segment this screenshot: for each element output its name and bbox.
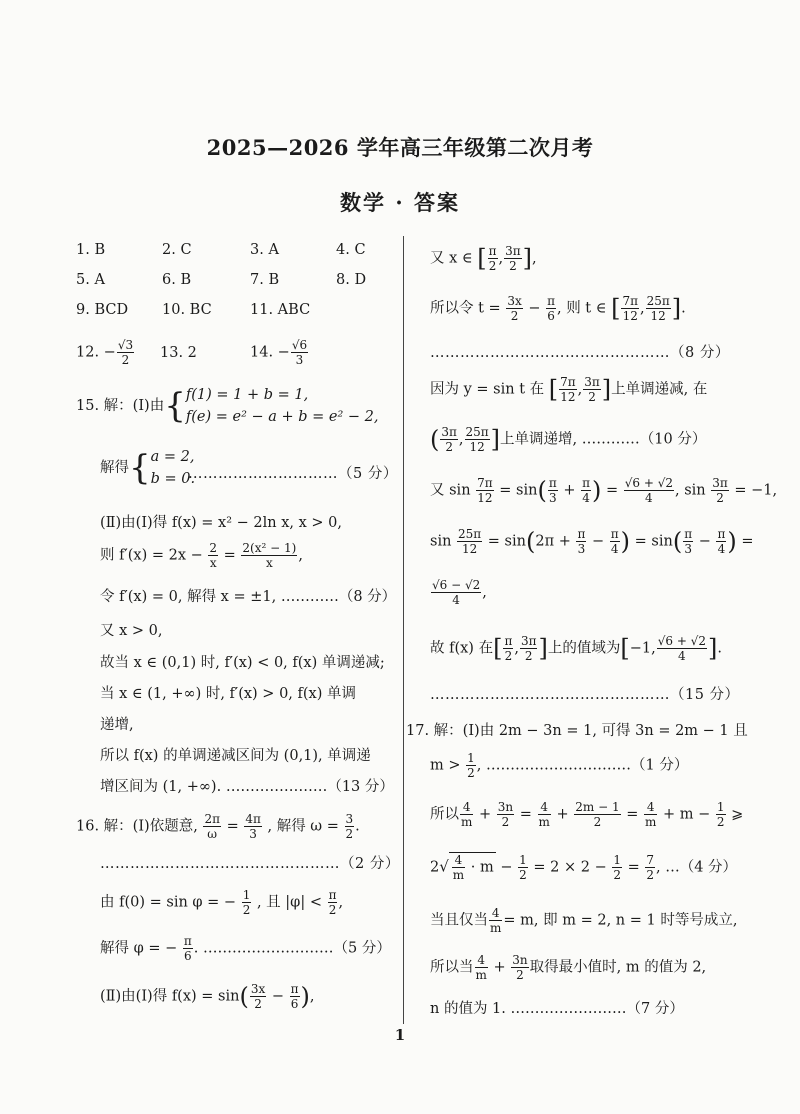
q17-equality: 当且仅当 $\frac{4}{m}$ = m, 即 m = 2, n = 1 时等号成立, <box>430 906 738 935</box>
r-domain: 又 x ∈ [ $\frac{\pi}{2}$ , $\frac{3\pi}{2}$ ], <box>430 244 537 273</box>
q15-solution <box>100 446 195 490</box>
q15-label: 15. 解：(Ⅰ)由 <box>76 398 165 414</box>
q15-derivative: 则 f′(x) = 2x − $\frac{2}{x}$ = $\frac{\text{2(x² − 1)}}{x}$ , <box>100 541 303 570</box>
q16-f0: 由 f(0) = sin φ = − $\frac{1}{2}$ , 且 |φ| < $\frac{\pi}{2}$ , <box>100 888 344 917</box>
q17-minimum: 所以当 $\frac{4}{m}$ + $\frac{3n}{2}$ 取得最小值时, m 的值为 2, <box>430 953 707 982</box>
r-score-8: …………………………………………（8 分） <box>430 345 730 361</box>
answer-9: 9. BCD <box>76 302 129 318</box>
q15-eq2: f(e) = e² − a + b = e² − 2, <box>185 409 379 425</box>
q17-m-condition: m > $\frac{1}{2}$ , …………………………（1 分） <box>430 751 689 780</box>
q17-amgm: 2√ $\frac{4}{m}$ · m − $\frac{1}{2}$ = 2 × 2 − $\frac{1}{2}$ = $\frac{7}{2}$ , …（4 分） <box>430 853 738 882</box>
answer-6: 6. B <box>162 272 192 288</box>
q15-a: a = 2, <box>150 449 195 465</box>
q17-expression: 所以 $\frac{4}{m}$ + $\frac{3n}{2}$ = $\frac{4}{m}$ + $\frac{2m - 1}{2}$ = $\frac{4}{m}$ + m − $\frac{1}{2}$ ⩾ <box>430 800 744 829</box>
q16-part2: (Ⅱ)由(Ⅰ)得 f(x) = sin( $\frac{3x}{2}$ − $\frac{\pi}{6}$ ), <box>100 982 315 1011</box>
page-subtitle: 数学 · 答案 <box>340 190 460 215</box>
r-monotone-1: 因为 y = sin t 在 [ $\frac{7\pi}{12}$ , $\frac{3\pi}{2}$ ]上单调递减, 在 <box>430 375 708 404</box>
brace-icon: { <box>129 448 151 488</box>
q15-conclusion-2: 增区间为 (1, +∞). …………………（13 分） <box>100 779 394 795</box>
q15-b: b = 0. <box>150 471 196 487</box>
q15-system <box>76 384 379 428</box>
r-monotone-2: ( $\frac{3\pi}{2}$ , $\frac{25\pi}{12}$ ]上单调递增, …………（10 分） <box>430 425 707 454</box>
q15-score-5: …………………………（5 分） <box>188 466 398 482</box>
answer-13: 13. 2 <box>160 345 197 361</box>
answer-3: 3. A <box>250 242 279 258</box>
r-sin-result: $\frac{√6 - √2}{4}$ , <box>432 578 487 607</box>
answer-12 <box>76 338 135 367</box>
answer-11: 11. ABC <box>250 302 311 318</box>
column-divider <box>403 236 404 1024</box>
answer-14 <box>250 338 309 367</box>
r-sin-values: 又 sin $\frac{7\pi}{12}$ = sin( $\frac{\pi}{3}$ + $\frac{\pi}{4}$ ) = $\frac{√6 + √2}{4}$ , sin $\frac{3\pi}{2}$ = −1, <box>430 476 778 505</box>
q16-score-2: …………………………………………（2 分） <box>100 856 400 872</box>
q15-solve-label: 解得 <box>100 460 129 476</box>
r-range: 故 f(x) 在[ $\frac{\pi}{2}$ , $\frac{3\pi}{2}$ ]上的值域为[−1, $\frac{√6 + √2}{4}$ ]. <box>430 634 722 663</box>
q15-xpos: 又 x > 0, <box>100 623 163 639</box>
q15-increase: 当 x ∈ (1, +∞) 时, f′(x) > 0, f(x) 单调 <box>100 686 356 702</box>
answer-8: 8. D <box>336 272 367 288</box>
sqrt-icon: √ <box>439 857 449 876</box>
answer-4: 4. C <box>336 242 366 258</box>
r-score-15: …………………………………………（15 分） <box>430 687 740 703</box>
q15-part2: (Ⅱ)由(Ⅰ)得 f(x) = x² − 2ln x, x > 0, <box>100 515 342 531</box>
answer-12-label: 12. − <box>76 344 116 361</box>
q15-conclusion: 所以 f(x) 的单调递减区间为 (0,1), 单调递 <box>100 748 371 764</box>
answer-14-label: 14. − <box>250 344 290 361</box>
page-number: 1 <box>394 1026 406 1044</box>
brace-icon: { <box>164 386 186 426</box>
r-substitution: 所以令 t = $\frac{3x}{2}$ − $\frac{\pi}{6}$ , 则 t ∈ [ $\frac{7\pi}{12}$ , $\frac{25\pi}{12}$ ]. <box>430 294 686 323</box>
answer-2: 2. C <box>162 242 192 258</box>
answer-5: 5. A <box>76 272 105 288</box>
answer-12-fraction: $\frac{√3}{2}$ <box>117 338 134 367</box>
r-sin-25pi: sin $\frac{25\pi}{12}$ = sin(2π + $\frac{\pi}{3}$ − $\frac{\pi}{4}$ ) = sin( $\frac{\pi}{3}$ − $\frac{\pi}{4}$ ) = <box>430 527 754 556</box>
answer-14-fraction: $\frac{√6}{3}$ <box>291 338 308 367</box>
q15-zero: 令 f′(x) = 0, 解得 x = ±1, …………（8 分） <box>100 589 397 605</box>
q15-decrease: 故当 x ∈ (0,1) 时, f′(x) < 0, f(x) 单调递减; <box>100 655 385 671</box>
answer-1: 1. B <box>76 242 106 258</box>
q15-increase-2: 递增, <box>100 717 134 733</box>
q16-part1: 16. 解：(Ⅰ)依题意, $\frac{2\pi}{\omega}$ = $\frac{4\pi}{3}$ , 解得 ω = $\frac{3}{2}$ . <box>76 812 360 841</box>
q17-part1: 17. 解：(Ⅰ)由 2m − 3n = 1, 可得 3n = 2m − 1 且 <box>406 723 748 739</box>
answer-7: 7. B <box>250 272 280 288</box>
q16-phi: 解得 φ = − $\frac{\pi}{6}$ . ………………………（5 分） <box>100 934 391 963</box>
answer-10: 10. BC <box>162 302 212 318</box>
q15-eq1: f(1) = 1 + b = 1, <box>185 387 309 403</box>
page-title: 2025—2026 学年高三年级第二次月考 <box>206 135 594 160</box>
q17-n-value: n 的值为 1. ……………………（7 分） <box>430 1001 684 1017</box>
